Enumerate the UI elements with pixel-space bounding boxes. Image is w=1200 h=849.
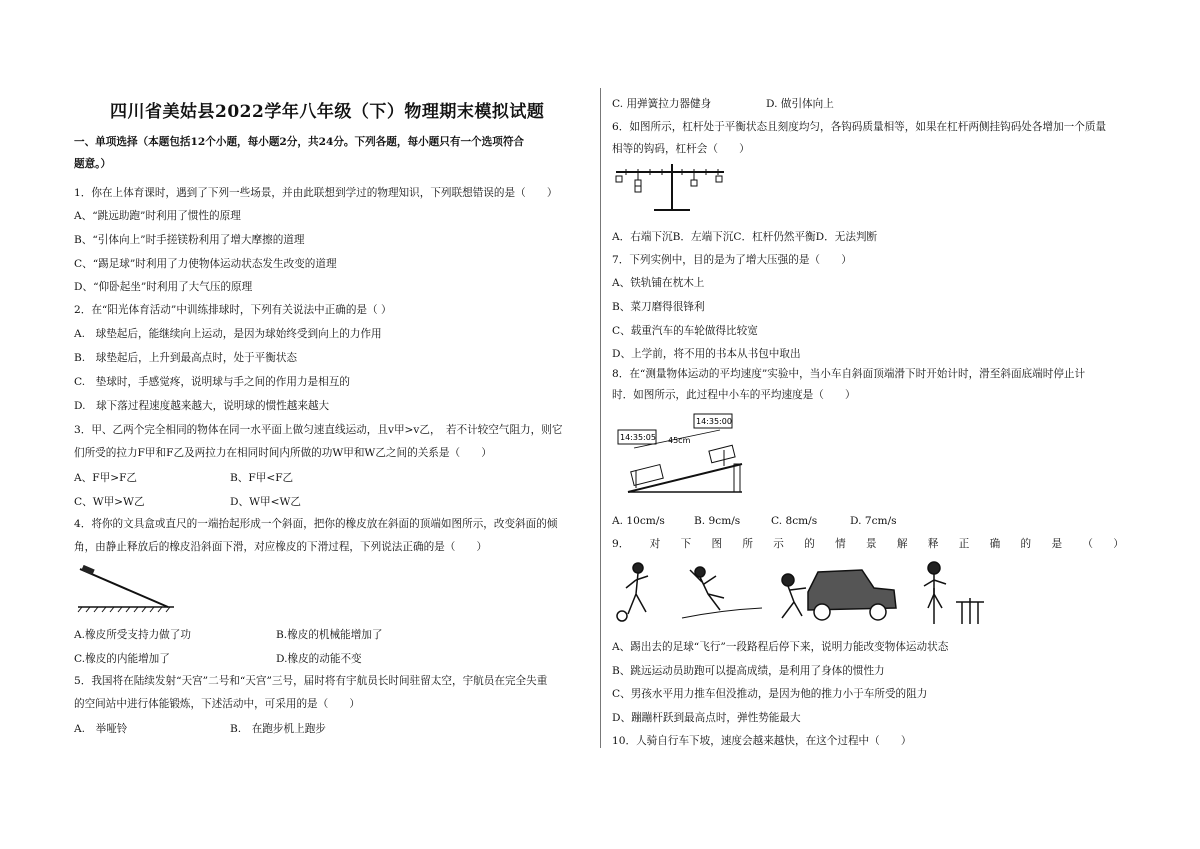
q9-option-b: B、跳远运动员助跑可以提高成绩，是利用了身体的惯性力	[612, 665, 885, 677]
q5-option-c: C. 用弹簧拉力器健身	[612, 98, 712, 110]
q9-char: ）	[1113, 538, 1124, 550]
long-jump-scene	[682, 567, 762, 618]
q1-option-d: D、“仰卧起坐”时利用了大气压的原理	[74, 281, 253, 293]
q9-option-a: A、踢出去的足球“飞行”一段路程后停下来，说明力能改变物体运动状态	[612, 641, 949, 653]
incline-cart-figure	[616, 410, 746, 500]
lever-figure	[614, 160, 726, 218]
q2-option-b: B. 球垫起后，上升到最高点时，处于平衡状态	[74, 352, 298, 364]
q4-stem: 4．将你的文具盒或直尺的一端抬起形成一个斜面，把你的橡皮放在斜面的顶端如图所示，改变斜面的倾	[74, 518, 558, 530]
q2-option-d: D. 球下落过程速度越来越大，说明球的惯性越来越大	[74, 400, 330, 412]
q2-option-c: C. 垫球时，手感觉疼，说明球与手之间的作用力是相互的	[74, 376, 350, 388]
section-header-cont: 题意。）	[74, 158, 112, 170]
q7-stem: 7．下列实例中，目的是为了增大压强的是（ ）	[612, 254, 852, 266]
q9-char: 图	[711, 538, 723, 550]
q6-stem: 6．如图所示，杠杆处于平衡状态且刻度均匀，各钩码质量相等，如果在杠杆两侧挂钩码处各增加一个质量	[612, 121, 1107, 133]
q9-char: 对	[649, 538, 661, 550]
q9-char: 9．	[612, 538, 630, 550]
q3-option-d: D、W甲<W乙	[230, 496, 301, 508]
q7-option-c: C、载重汽车的车轮做得比较宽	[612, 325, 758, 337]
q1-option-c: C、“踢足球”时利用了力使物体运动状态发生改变的道理	[74, 258, 337, 270]
q6-stem-cont: 相等的钩码，杠杆会（ ）	[612, 143, 750, 155]
q1-option-b: B、“引体向上”时手搓镁粉利用了增大摩擦的道理	[74, 234, 305, 246]
q8-option-c: C. 8cm/s	[771, 515, 818, 527]
q9-char: 是	[1051, 538, 1063, 550]
column-divider	[600, 88, 601, 748]
q3-stem: 3．甲、乙两个完全相同的物体在同一水平面上做匀速直线运动，且v甲>v乙， 若不计较空气阻力，则它	[74, 424, 563, 436]
q9-char: 的	[1020, 538, 1032, 550]
q9-char: （	[1082, 538, 1093, 550]
q9-char: 示	[773, 538, 784, 550]
q9-char: 释	[927, 538, 939, 550]
q4-stem-cont: 角，由静止释放后的橡皮沿斜面下滑，对应橡皮的下滑过程，下列说法正确的是（ ）	[74, 541, 488, 553]
q3-stem-cont: 们所受的拉力F甲和F乙及两拉力在相同时间内所做的功W甲和W乙之间的关系是（ ）	[74, 447, 492, 459]
q9-option-d: D、蹦蹦杆跃到最高点时，弹性势能最大	[612, 712, 801, 724]
q1-stem: 1．你在上体育课时，遇到了下列一些场景，并由此联想到学过的物理知识，下列联想错误的是（ ）	[74, 187, 558, 199]
q9-stem	[612, 537, 1124, 551]
q1-option-a: A、“跳远助跑”时利用了惯性的原理	[74, 210, 241, 222]
q2-option-a: A. 球垫起后，能继续向上运动，是因为球始终受到向上的力作用	[74, 328, 382, 340]
q3-option-a: A、F甲>F乙	[74, 472, 138, 484]
end-time-label: 14:35:00	[696, 417, 732, 426]
q7-option-d: D、上学前，将不用的书本从书包中取出	[612, 348, 801, 360]
pogo-stick-scene	[924, 562, 984, 624]
q3-option-c: C、W甲>W乙	[74, 496, 145, 508]
q9-char: 解	[896, 538, 908, 550]
incline-eraser-figure	[76, 565, 176, 613]
q2-stem: 2．在“阳光体育活动”中训练排球时，下列有关说法中正确的是（ ）	[74, 304, 392, 316]
q9-scenes-figure	[612, 558, 992, 628]
q9-char: 情	[835, 538, 846, 550]
page-title: 四川省美姑县2022学年八年级（下）物理期末模拟试题	[110, 102, 545, 122]
q9-char: 下	[680, 538, 692, 550]
q9-char: 景	[866, 538, 877, 550]
q4-option-d: D.橡皮的动能不变	[276, 653, 362, 665]
soccer-scene	[617, 563, 648, 621]
q4-option-b: B.橡皮的机械能增加了	[276, 629, 383, 641]
q8-option-a: A. 10cm/s	[612, 515, 665, 527]
distance-label: 45cm	[668, 436, 691, 445]
q7-option-b: B、菜刀磨得很锋利	[612, 301, 705, 313]
q9-char: 正	[958, 538, 970, 550]
q8-stem: 8．在“测量物体运动的平均速度”实验中，当小车自斜面顶端滑下时开始计时，滑至斜面底端时停止计	[612, 368, 1086, 380]
q5-stem: 5．我国将在陆续发射“天宫”二号和“天宫”三号，届时将有宇航员长时间驻留太空，宇航员在完全失重	[74, 675, 548, 687]
q8-option-b: B. 9cm/s	[694, 515, 741, 527]
q9-option-c: C、男孩水平用力推车但没推动，是因为他的推力小于车所受的阻力	[612, 688, 928, 700]
q5-stem-cont: 的空间站中进行体能锻炼，下述活动中，可采用的是（ ）	[74, 698, 361, 710]
q5-option-a: A. 举哑铃	[74, 723, 128, 735]
q6-options: A．右端下沉B．左端下沉C．杠杆仍然平衡D．无法判断	[612, 231, 878, 243]
q4-option-c: C.橡皮的内能增加了	[74, 653, 170, 665]
q8-option-d: D. 7cm/s	[850, 515, 897, 527]
q7-option-a: A、铁轨铺在枕木上	[612, 277, 705, 289]
q3-option-b: B、F甲<F乙	[230, 472, 294, 484]
push-car-scene	[782, 570, 896, 620]
q10-stem: 10．人骑自行车下坡，速度会越来越快，在这个过程中（ ）	[612, 735, 912, 747]
q9-char: 的	[804, 538, 815, 550]
q4-option-a: A.橡皮所受支持力做了功	[74, 629, 191, 641]
section-header: 一、单项选择（本题包括12个小题，每小题2分，共24分。下列各题，每小题只有一个选项符合	[74, 136, 525, 148]
q5-option-b: B. 在跑步机上跑步	[230, 723, 326, 735]
q5-option-d: D. 做引体向上	[766, 98, 834, 110]
q8-stem-cont: 时．如图所示，此过程中小车的平均速度是（ ）	[612, 389, 856, 401]
q9-char: 所	[742, 538, 753, 550]
start-time-label: 14:35:05	[620, 433, 656, 442]
q9-char: 确	[989, 538, 1001, 550]
